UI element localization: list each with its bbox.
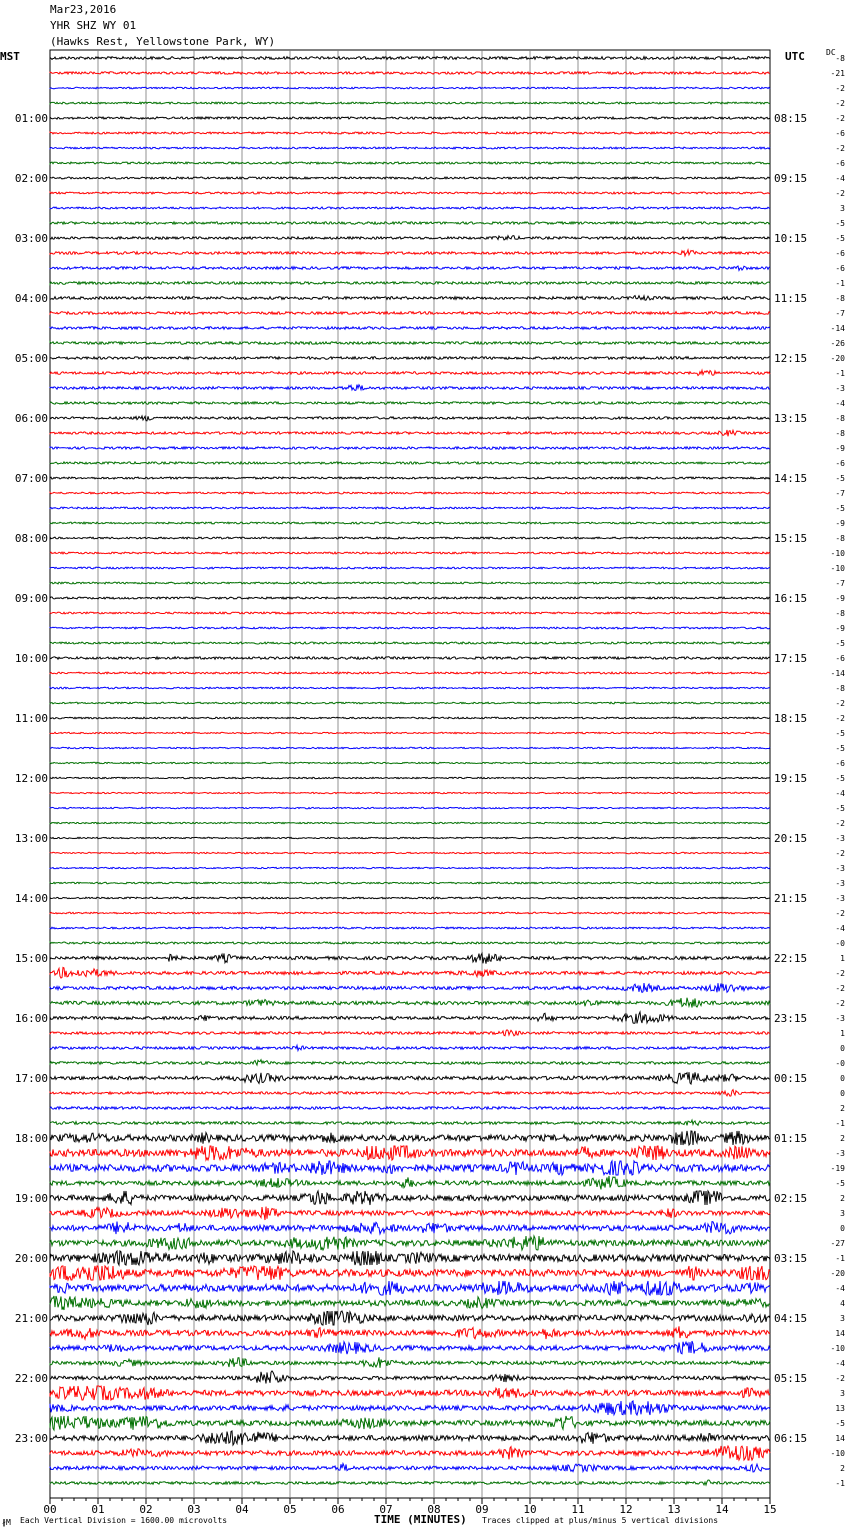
dc-offset-label: 13 <box>835 1404 845 1413</box>
dc-offset-label: -8 <box>835 684 845 693</box>
left-hour-label: 04:00 <box>14 292 48 305</box>
seismic-trace <box>50 1446 770 1460</box>
seismic-trace <box>50 1012 770 1023</box>
right-hour-label: 06:15 <box>774 1432 808 1445</box>
seismic-trace <box>50 777 770 778</box>
dc-offset-label: -9 <box>835 624 845 633</box>
dc-offset-label: -2 <box>835 84 845 93</box>
dc-offset-label: -5 <box>835 744 845 753</box>
seismic-trace <box>50 1416 770 1430</box>
dc-offset-label: -1 <box>835 1479 845 1488</box>
header-location: (Hawks Rest, Yellowstone Park, WY) <box>50 35 276 48</box>
dc-offset-label: 4 <box>840 1299 845 1308</box>
dc-offset-label: -7 <box>835 579 845 588</box>
seismic-trace <box>50 132 770 134</box>
dc-offset-label: -0 <box>835 939 845 948</box>
dc-offset-label: -20 <box>830 1269 845 1278</box>
seismic-trace <box>50 967 770 978</box>
dc-offset-label: -14 <box>830 324 845 333</box>
dc-offset-label: -10 <box>830 1344 845 1353</box>
dc-offset-label: -2 <box>835 969 845 978</box>
dc-offset-label: -5 <box>835 639 845 648</box>
left-hour-label: 21:00 <box>14 1312 48 1325</box>
seismic-trace <box>50 147 770 149</box>
seismic-trace <box>50 236 770 240</box>
seismic-trace <box>50 1191 770 1205</box>
left-hour-label: 16:00 <box>14 1012 48 1025</box>
dc-offset-label: -4 <box>835 399 845 408</box>
dc-offset-label: 1 <box>840 954 845 963</box>
seismic-trace <box>50 852 770 853</box>
seismic-trace <box>50 1341 770 1354</box>
dc-offset-label: -4 <box>835 1284 845 1293</box>
dc-offset-label: 2 <box>840 1104 845 1113</box>
left-hour-label: 19:00 <box>14 1192 48 1205</box>
dc-offset-label: 3 <box>840 1389 845 1398</box>
left-hour-label: 12:00 <box>14 772 48 785</box>
dc-offset-label: -2 <box>835 999 845 1008</box>
seismic-trace <box>50 1207 770 1220</box>
dc-offset-label: 14 <box>835 1329 845 1338</box>
dc-offset-label: -4 <box>835 924 845 933</box>
x-tick-label: 00 <box>43 1503 57 1516</box>
dc-offset-label: -2 <box>835 114 845 123</box>
seismic-trace <box>50 702 770 704</box>
dc-offset-label: -2 <box>835 189 845 198</box>
dc-offset-label: -8 <box>835 609 845 618</box>
left-hour-label: 02:00 <box>14 172 48 185</box>
dc-offset-label: -4 <box>835 1359 845 1368</box>
dc-offset-label: -3 <box>835 1014 845 1023</box>
right-hour-label: 08:15 <box>774 112 808 125</box>
dc-offset-label: -7 <box>835 309 845 318</box>
seismic-trace <box>50 402 770 404</box>
dc-offset-label: -2 <box>835 819 845 828</box>
dc-offset-label: -10 <box>830 549 845 558</box>
left-hour-label: 20:00 <box>14 1252 48 1265</box>
seismic-trace <box>50 597 770 599</box>
left-hour-label: 07:00 <box>14 472 48 485</box>
dc-offset-label: -5 <box>835 474 845 483</box>
dc-offset-label: -5 <box>835 504 845 513</box>
seismic-trace <box>50 1281 770 1295</box>
seismic-trace <box>50 1311 770 1325</box>
left-hour-label: 11:00 <box>14 712 48 725</box>
dc-offset-label: -3 <box>835 384 845 393</box>
seismic-trace <box>50 296 770 301</box>
seismic-trace <box>50 385 770 391</box>
seismic-trace <box>50 1222 770 1235</box>
dc-offset-label: -8 <box>835 294 845 303</box>
left-hour-label: 23:00 <box>14 1432 48 1445</box>
x-tick-label: 06 <box>331 1503 345 1516</box>
seismic-trace <box>50 762 770 763</box>
seismic-trace <box>50 567 770 569</box>
x-tick-label: 09 <box>475 1503 489 1516</box>
dc-offset-label: -2 <box>835 1374 845 1383</box>
dc-offset-label: -5 <box>835 234 845 243</box>
seismic-trace <box>50 897 770 899</box>
seismic-trace <box>50 1072 770 1084</box>
seismic-trace <box>50 1176 770 1189</box>
dc-offset-label: 2 <box>840 1134 845 1143</box>
header-date: Mar23,2016 <box>50 3 117 16</box>
dc-offset-label: 3 <box>840 1314 845 1323</box>
dc-offset-label: -8 <box>835 54 845 63</box>
seismic-trace <box>50 953 770 963</box>
dc-offset-label: -4 <box>835 174 845 183</box>
x-tick-label: 14 <box>715 1503 729 1516</box>
dc-offset-label: -5 <box>835 219 845 228</box>
seismic-trace <box>50 1120 770 1125</box>
dc-header-label: DC <box>826 48 836 57</box>
dc-offset-label: -8 <box>835 534 845 543</box>
seismic-trace <box>50 370 770 375</box>
dc-offset-label: 3 <box>840 1209 845 1218</box>
seismic-trace <box>50 537 770 539</box>
dc-offset-label: 14 <box>835 1434 845 1443</box>
seismic-trace <box>50 642 770 644</box>
x-tick-label: 15 <box>763 1503 777 1516</box>
dc-offset-label: 0 <box>840 1224 845 1233</box>
seismic-trace <box>50 1386 770 1400</box>
seismic-trace <box>50 1090 770 1097</box>
dc-offset-label: -6 <box>835 654 845 663</box>
seismic-trace <box>50 867 770 868</box>
right-hour-label: 02:15 <box>774 1192 808 1205</box>
left-hour-label: 10:00 <box>14 652 48 665</box>
seismic-trace <box>50 507 770 509</box>
seismic-trace <box>50 477 770 479</box>
seismic-trace <box>50 552 770 554</box>
dc-offset-label: -10 <box>830 564 845 573</box>
seismic-trace <box>50 72 770 74</box>
x-tick-label: 10 <box>523 1503 537 1516</box>
right-hour-label: 22:15 <box>774 952 808 965</box>
seismic-trace <box>50 222 770 224</box>
dc-offset-label: -2 <box>835 699 845 708</box>
dc-offset-label: -2 <box>835 984 845 993</box>
right-timezone-label: UTC <box>785 50 805 63</box>
right-hour-label: 05:15 <box>774 1372 808 1385</box>
seismic-trace <box>50 1371 770 1384</box>
dc-offset-label: -1 <box>835 369 845 378</box>
dc-offset-label: -1 <box>835 1254 845 1263</box>
seismic-trace <box>50 1464 770 1472</box>
seismic-trace <box>50 177 770 179</box>
dc-offset-label: -20 <box>830 354 845 363</box>
dc-offset-label: -5 <box>835 1179 845 1188</box>
right-hour-label: 20:15 <box>774 832 808 845</box>
seismic-trace <box>50 717 770 719</box>
seismic-trace <box>50 837 770 838</box>
dc-offset-label: -0 <box>835 1059 845 1068</box>
seismic-trace <box>50 87 770 89</box>
dc-offset-label: -6 <box>835 459 845 468</box>
seismic-trace <box>50 357 770 360</box>
dc-offset-label: -7 <box>835 489 845 498</box>
x-tick-label: 13 <box>667 1503 681 1516</box>
left-hour-label: 13:00 <box>14 832 48 845</box>
dc-offset-label: 1 <box>840 1029 845 1038</box>
seismic-trace <box>50 1236 770 1250</box>
seismic-trace <box>50 882 770 884</box>
dc-offset-label: -6 <box>835 159 845 168</box>
left-hour-label: 08:00 <box>14 532 48 545</box>
dc-offset-label: -2 <box>835 99 845 108</box>
x-tick-label: 04 <box>235 1503 249 1516</box>
seismic-trace <box>50 672 770 674</box>
seismic-trace <box>50 1431 770 1445</box>
seismic-trace <box>50 1401 770 1415</box>
left-hour-label: 06:00 <box>14 412 48 425</box>
seismic-trace <box>50 57 770 60</box>
dc-offset-label: -6 <box>835 264 845 273</box>
header-station: YHR SHZ WY 01 <box>50 19 137 32</box>
seismic-trace <box>50 1480 770 1485</box>
seismic-trace <box>50 582 770 584</box>
seismic-trace <box>50 912 770 914</box>
seismic-trace <box>50 250 770 256</box>
seismic-trace <box>50 998 770 1008</box>
dc-offset-label: -3 <box>835 1149 845 1158</box>
dc-offset-label: -3 <box>835 864 845 873</box>
seismic-trace <box>50 522 770 524</box>
dc-offset-label: -14 <box>830 669 845 678</box>
left-hour-label: 03:00 <box>14 232 48 245</box>
dc-offset-label: -6 <box>835 129 845 138</box>
seismic-trace <box>50 447 770 449</box>
seismic-trace <box>50 1266 770 1280</box>
right-hour-label: 04:15 <box>774 1312 808 1325</box>
x-axis-title: TIME (MINUTES) <box>374 1513 467 1526</box>
right-hour-label: 12:15 <box>774 352 808 365</box>
seismic-trace <box>50 792 770 793</box>
dc-offset-label: -9 <box>835 594 845 603</box>
seismic-trace <box>50 747 770 748</box>
seismic-trace <box>50 102 770 104</box>
dc-offset-label: -9 <box>835 519 845 528</box>
seismic-trace <box>50 282 770 285</box>
right-hour-label: 13:15 <box>774 412 808 425</box>
right-hour-label: 15:15 <box>774 532 808 545</box>
right-hour-label: 09:15 <box>774 172 808 185</box>
dc-offset-label: -6 <box>835 249 845 258</box>
seismic-trace <box>50 1357 770 1368</box>
seismic-trace <box>50 1060 770 1065</box>
dc-offset-label: -2 <box>835 909 845 918</box>
right-hour-label: 10:15 <box>774 232 808 245</box>
dc-offset-label: -19 <box>830 1164 845 1173</box>
clip-note: Traces clipped at plus/minus 5 vertical divisions <box>482 1516 719 1525</box>
right-hour-label: 14:15 <box>774 472 808 485</box>
seismic-trace <box>50 687 770 689</box>
seismic-trace <box>50 657 770 659</box>
left-hour-label: 15:00 <box>14 952 48 965</box>
dc-offset-label: -9 <box>835 444 845 453</box>
seismic-trace <box>50 1045 770 1050</box>
left-hour-label: 14:00 <box>14 892 48 905</box>
dc-offset-label: -2 <box>835 849 845 858</box>
seismic-trace <box>50 1296 770 1310</box>
x-tick-label: 05 <box>283 1503 297 1516</box>
x-tick-label: 01 <box>91 1503 105 1516</box>
dc-offset-label: -4 <box>835 789 845 798</box>
dc-offset-label: 0 <box>840 1089 845 1098</box>
dc-offset-label: -3 <box>835 894 845 903</box>
x-tick-label: 11 <box>571 1503 585 1516</box>
seismic-trace <box>50 927 770 929</box>
x-tick-label: 07 <box>379 1503 393 1516</box>
dc-offset-label: -5 <box>835 774 845 783</box>
seismic-trace <box>50 942 770 944</box>
seismic-trace <box>50 312 770 315</box>
seismic-trace <box>50 416 770 421</box>
dc-offset-label: -8 <box>835 414 845 423</box>
x-tick-label: 02 <box>139 1503 153 1516</box>
dc-offset-label: -5 <box>835 804 845 813</box>
left-hour-label: 09:00 <box>14 592 48 605</box>
plot-frame <box>50 50 770 1498</box>
dc-offset-label: 0 <box>840 1044 845 1053</box>
dc-offset-label: -1 <box>835 1119 845 1128</box>
right-hour-label: 17:15 <box>774 652 808 665</box>
dc-offset-label: -26 <box>830 339 845 348</box>
right-hour-label: 01:15 <box>774 1132 808 1145</box>
dc-offset-label: -10 <box>830 1449 845 1458</box>
right-hour-label: 03:15 <box>774 1252 808 1265</box>
right-hour-label: 16:15 <box>774 592 808 605</box>
seismic-trace <box>50 342 770 345</box>
seismic-trace <box>50 1131 770 1145</box>
right-hour-label: 00:15 <box>774 1072 808 1085</box>
seismic-trace <box>50 266 770 270</box>
seismic-trace <box>50 1146 770 1160</box>
seismic-trace <box>50 822 770 823</box>
right-hour-label: 23:15 <box>774 1012 808 1025</box>
seismic-trace <box>50 492 770 494</box>
seismic-trace <box>50 430 770 436</box>
dc-offset-label: 0 <box>840 1074 845 1083</box>
right-hour-label: 11:15 <box>774 292 808 305</box>
seismic-trace <box>50 192 770 194</box>
left-hour-label: 18:00 <box>14 1132 48 1145</box>
left-hour-label: 01:00 <box>14 112 48 125</box>
seismic-trace <box>50 807 770 808</box>
x-tick-label: 08 <box>427 1503 441 1516</box>
dc-offset-label: -3 <box>835 879 845 888</box>
dc-offset-label: -5 <box>835 729 845 738</box>
left-hour-label: 17:00 <box>14 1072 48 1085</box>
dc-offset-label: 2 <box>840 1464 845 1473</box>
left-hour-label: 05:00 <box>14 352 48 365</box>
seismic-trace <box>50 1161 770 1175</box>
right-hour-label: 21:15 <box>774 892 808 905</box>
left-hour-label: 22:00 <box>14 1372 48 1385</box>
seismic-trace <box>50 1107 770 1110</box>
dc-offset-label: -2 <box>835 144 845 153</box>
seismic-trace <box>50 627 770 629</box>
seismic-trace <box>50 732 770 733</box>
dc-offset-label: -2 <box>835 714 845 723</box>
seismic-trace <box>50 612 770 614</box>
right-hour-label: 19:15 <box>774 772 808 785</box>
footer-mark: ∦M <box>2 1518 11 1527</box>
seismic-trace <box>50 983 770 992</box>
dc-offset-label: -1 <box>835 279 845 288</box>
dc-offset-label: -6 <box>835 759 845 768</box>
dc-offset-label: -8 <box>835 429 845 438</box>
dc-offset-label: 3 <box>840 204 845 213</box>
seismic-trace <box>50 207 770 209</box>
x-tick-label: 12 <box>619 1503 633 1516</box>
dc-offset-label: -21 <box>830 69 845 78</box>
left-timezone-label: MST <box>0 50 20 63</box>
dc-offset-label: -3 <box>835 834 845 843</box>
seismic-trace <box>50 1030 770 1036</box>
seismic-trace <box>50 1251 770 1265</box>
x-tick-label: 03 <box>187 1503 201 1516</box>
dc-offset-label: -27 <box>830 1239 845 1248</box>
scale-note: Each Vertical Division = 1600.00 microvolts <box>20 1516 228 1525</box>
dc-offset-label: 2 <box>840 1194 845 1203</box>
right-hour-label: 18:15 <box>774 712 808 725</box>
seismic-trace <box>50 162 770 164</box>
seismic-trace <box>50 327 770 330</box>
seismic-trace <box>50 1326 770 1339</box>
seismic-trace <box>50 462 770 464</box>
seismic-trace <box>50 117 770 119</box>
dc-offset-label: -5 <box>835 1419 845 1428</box>
